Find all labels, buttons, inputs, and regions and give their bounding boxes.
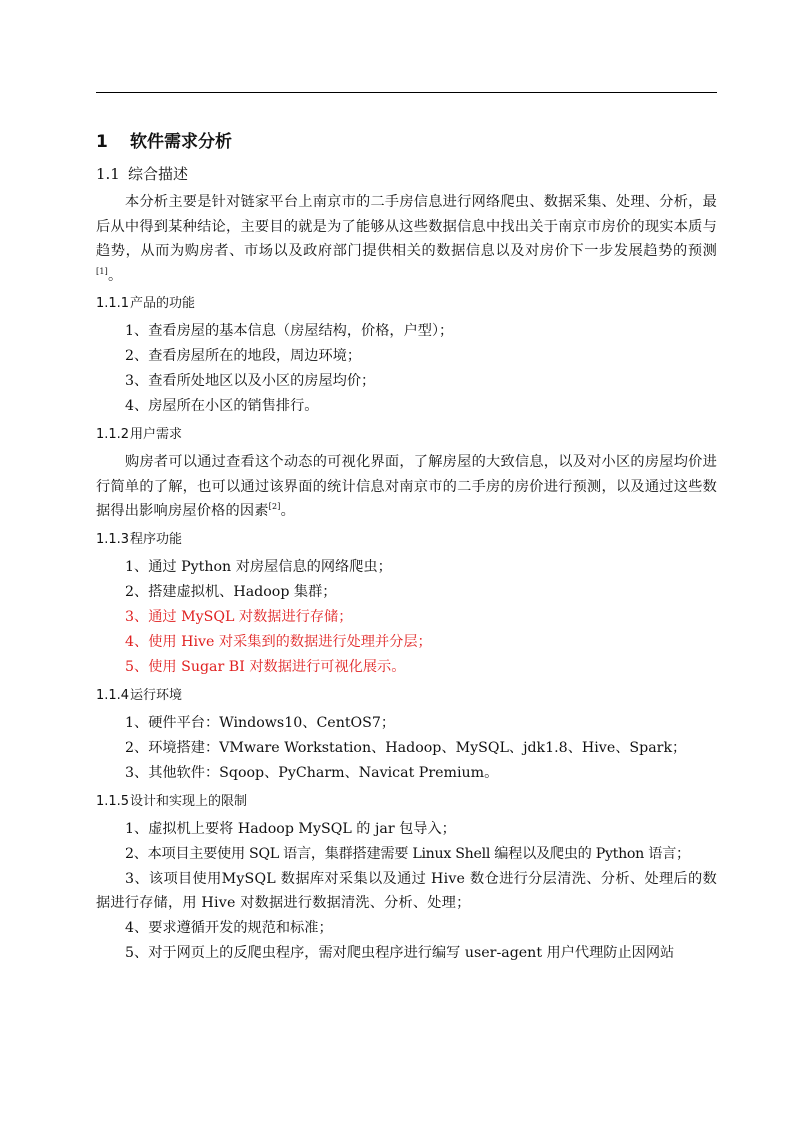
- header-rule: [96, 92, 717, 93]
- section-1-1-3-heading: [96, 529, 717, 551]
- section-title: 用户需求: [130, 427, 183, 442]
- section-number: 1.1.2: [96, 427, 130, 442]
- section-1-1-2-heading: [96, 424, 717, 446]
- section-1-1-heading: [96, 162, 717, 186]
- citation: [2]: [268, 502, 281, 511]
- list-item: 1、硬件平台：Windows10、CentOS7；: [125, 714, 396, 731]
- section-1-1-1-heading: [96, 293, 717, 315]
- document-page: [96, 128, 717, 966]
- list-item: 2、本项目主要使用 SQL 语言，集群搭建需要 Linux Shell 编程以及爬虫的 Python 语言；: [125, 845, 690, 862]
- list-item: 3、查看所处地区以及小区的房屋均价；: [125, 373, 376, 389]
- list-item: 2、查看房屋所在的地段，周边环境；: [125, 348, 362, 364]
- paragraph-end: 。: [107, 267, 123, 284]
- section-1-heading: [96, 128, 717, 156]
- section-1-1-4-heading: [96, 685, 717, 707]
- section-number: 1.1.3: [96, 531, 130, 547]
- section-number: 1: [96, 132, 108, 152]
- paragraph-text: 购房者可以通过查看这个动态的可视化界面，了解房屋的大致信息，以及对小区的房屋均价进行简单的了解，也可以通过该界面的统计信息对南京市的二手房的房价进行预测，以及通过这些数据得出影响房屋价格的因素: [96, 454, 717, 519]
- list-item-highlighted: 4、使用 Hive 对采集到的数据进行处理并分层；: [125, 633, 432, 650]
- user-needs-paragraph: [96, 450, 717, 524]
- section-title: 运行环境: [130, 687, 183, 703]
- section-number: 1.1.5: [96, 793, 130, 809]
- paragraph-end: 。: [280, 503, 295, 519]
- section-title: 产品的功能: [130, 296, 196, 311]
- overview-paragraph: [96, 190, 717, 288]
- list-item: 3、其他软件：Sqoop、PyCharm、Navicat Premium。: [125, 764, 499, 781]
- list-item: 4、房屋所在小区的销售排行。: [125, 398, 319, 414]
- section-number: 1.1.4: [96, 687, 130, 703]
- section-title: 设计和实现上的限制: [130, 793, 248, 809]
- list-item: 2、搭建虚拟机、Hadoop 集群；: [125, 583, 337, 600]
- list-item: 1、通过 Python 对房屋信息的网络爬虫；: [125, 558, 392, 575]
- section-title: 软件需求分析: [130, 132, 232, 152]
- section-title: 程序功能: [130, 531, 183, 547]
- list-item: 2、环境搭建：VMware Workstation、Hadoop、MySQL、jdk1.8、Hive、Spark；: [125, 739, 687, 756]
- list-item: 5、对于网页上的反爬虫程序，需对爬虫程序进行编写 user-agent 用户代理防止因网站: [125, 944, 675, 961]
- section-number: 1.1: [96, 165, 120, 183]
- section-1-1-5-heading: [96, 791, 717, 813]
- list-item: 4、要求遵循开发的规范和标准；: [125, 919, 333, 936]
- list-item-paragraph: 3、该项目使用MySQL 数据库对采集以及通过 Hive 数仓进行分层清洗、分析、处理后的数据进行存储，用 Hive 对数据进行数据清洗、分析、处理；: [96, 870, 717, 911]
- list-item-highlighted: 3、通过 MySQL 对数据进行存储；: [125, 608, 353, 625]
- paragraph-text: 本分析主要是针对链家平台上南京市的二手房信息进行网络爬虫、数据采集、处理、分析，最后从中得到某种结论，主要目的就是为了能够从这些数据信息中找出关于南京市房价的现实本质与趋势，从而为购房者、市场以及政府部门提供相关的数据信息以及对房价下一步发展趋势的预测: [96, 194, 717, 259]
- citation: [1]: [96, 266, 108, 276]
- list-item: 1、查看房屋的基本信息（房屋结构，价格，户型）；: [125, 323, 454, 339]
- list-item: 1、虚拟机上要将 Hadoop MySQL 的 jar 包导入；: [125, 820, 456, 837]
- section-number: 1.1.1: [96, 296, 130, 311]
- list-item-highlighted: 5、使用 Sugar BI 对数据进行可视化展示。: [125, 658, 406, 675]
- section-title: 综合描述: [128, 165, 189, 183]
